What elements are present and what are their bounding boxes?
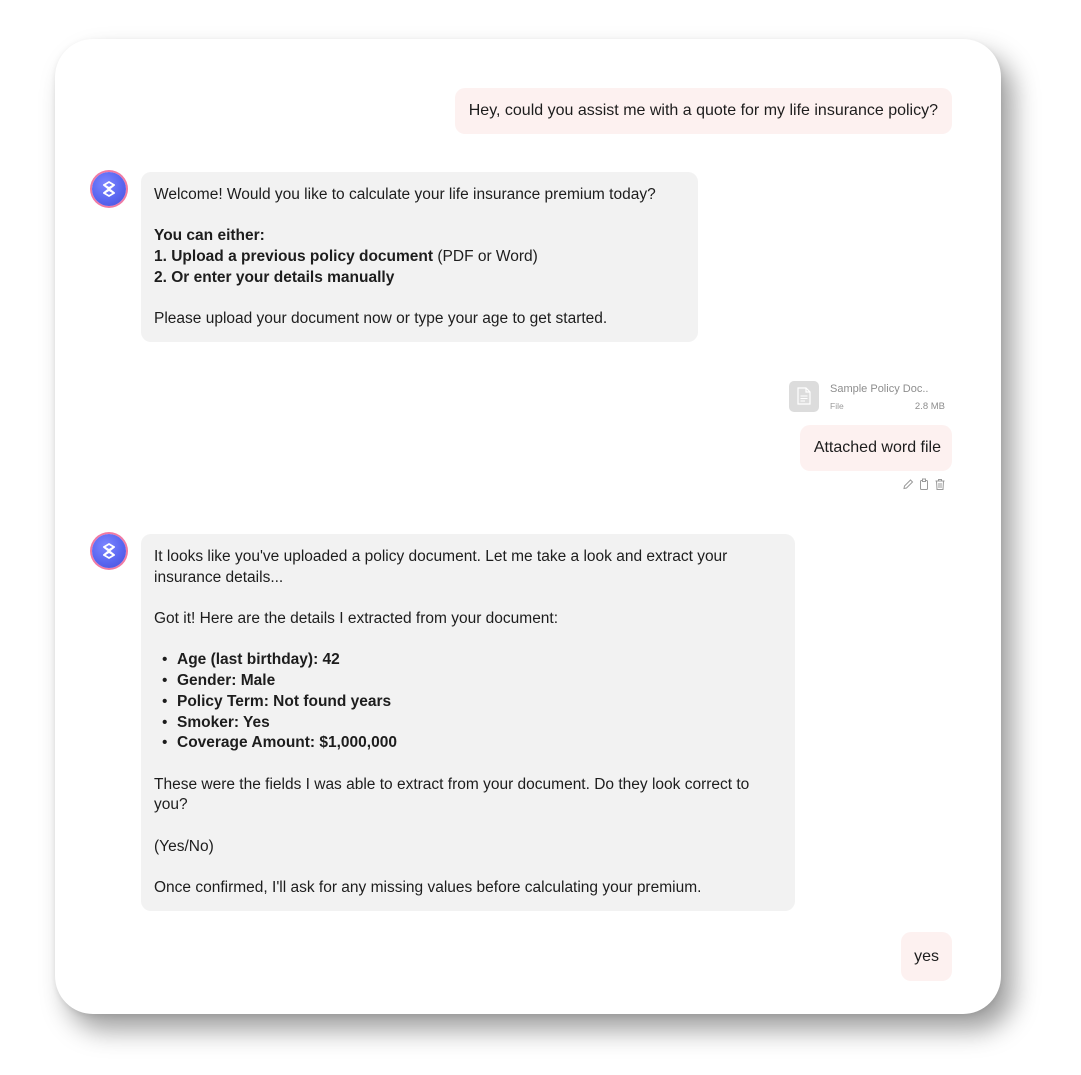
bot-logo-icon [99,541,119,561]
option-1 [154,247,685,268]
options-heading: You can either: [154,227,265,245]
spacer [154,588,782,609]
bot-avatar [92,534,126,568]
chat-window [55,39,1001,1014]
delete-icon[interactable] [934,478,946,491]
document-icon [789,381,819,412]
attachment-card[interactable] [789,381,947,413]
attachment-name: Sample Policy Doc.. [830,383,929,395]
bot-message [141,534,795,911]
list-item: • Age (last birthday): 42 [154,650,782,671]
user-message: Attached word file [800,425,952,471]
spacer [154,816,782,837]
option-1-note: (PDF or Word) [433,248,538,266]
bot-welcome-text: Welcome! Would you like to calculate your life insurance premium today? [154,186,656,203]
list-item: • Smoker: Yes [154,713,782,734]
bot-message [141,172,698,342]
attachment-type: File [830,401,844,411]
option-2: 2. Or enter your details manually [154,268,395,286]
spacer [154,206,685,227]
user-message: Hey, could you assist me with a quote for my life insurance policy? [455,88,952,134]
bot-avatar [92,172,126,206]
bot-intro-text: It looks like you've uploaded a policy document. Let me take a look and extract your insurance details... [154,548,728,586]
list-item: • Gender: Male [154,671,782,692]
list-item: • Policy Term: Not found years [154,692,782,713]
spacer [154,754,782,775]
message-actions [902,478,946,492]
option-1-bold: 1. Upload a previous policy document [154,248,434,266]
list-item: • Coverage Amount: $1,000,000 [154,733,782,754]
user-message: yes [901,932,952,981]
bot-followup-text: Once confirmed, I'll ask for any missing values before calculating your premium. [154,879,702,897]
copy-icon[interactable] [918,478,930,491]
bot-got-it-text: Got it! Here are the details I extracted from your document: [154,610,559,628]
extracted-details-list [154,650,782,754]
spacer [154,289,685,310]
spacer [154,630,782,651]
spacer [154,857,782,878]
bot-logo-icon [99,179,119,199]
attachment-size: 2.8 MB [914,401,945,412]
bot-yes-no: (Yes/No) [154,837,214,855]
bot-prompt-text: Please upload your document now or type your age to get started. [154,310,608,328]
bot-confirm-question: These were the fields I was able to extract from your document. Do they look correct to you? [154,775,750,814]
edit-icon[interactable] [902,478,914,491]
